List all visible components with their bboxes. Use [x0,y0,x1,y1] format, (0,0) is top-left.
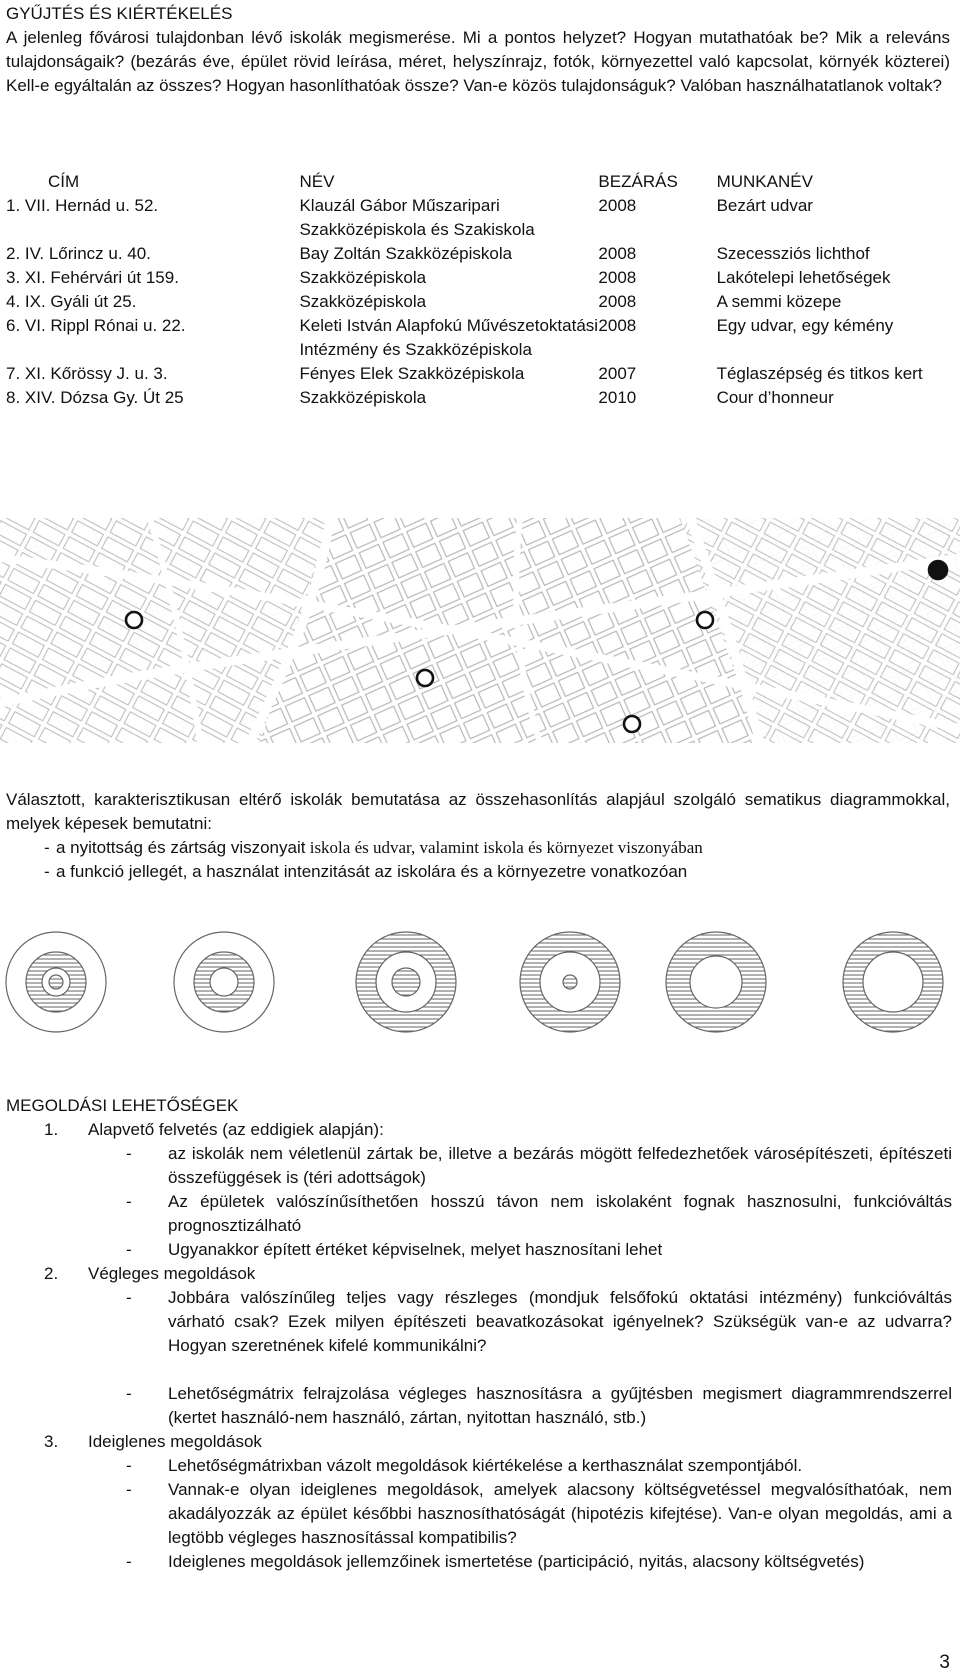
cell-name: Klauzál Gábor Műszaripari Szakközépiskola és Szakiskola [299,196,535,239]
item-text: Vannak-e olyan ideiglenes megoldások, amelyek alacsony költségvetéssel megvalósíthatóak, nem akadályozzák az épület későbbi hasznosíthatóságát (hipotézis kifejtése). Van-e olyan megoldás, ami a legtöbb végleges hasznosítással kompatibilis? [168,1480,952,1547]
cell-address: 1. VII. Hernád u. 52. [6,196,159,215]
cell-year: 2008 [598,268,637,287]
column-header-address: CÍM [48,172,80,191]
cell-workname: A semmi közepe [716,292,842,311]
item-text: Jobbára valószínűleg teljes vagy részleges (mondjuk felsőfokú oktatási intézmény) funkcióváltás várható csak? Ezek milyen építészeti beavatkozásokat igényelnek? Szükségük van-e az udvarra? Hogyan szeretnének kifelé kommunikálni? [168,1288,952,1355]
column-header-name: NÉV [299,172,335,191]
table-row [6,266,960,290]
analysis-paragraph: Választott, karakterisztikusan eltérő iskolák bemutatása az összehasonlítás alapjául szolgáló sematikus diagrammokkal, melyek képesek bemutatni: [6,790,950,833]
schools-table [6,170,960,410]
cell-year: 2008 [598,244,637,263]
cell-address: 8. XIV. Dózsa Gy. Út 25 [6,388,184,407]
cell-workname: Egy udvar, egy kémény [716,316,894,335]
section-number: 1. [44,1120,59,1139]
page-number: 3 [939,1652,950,1673]
cell-address: 3. XI. Fehérvári út 159. [6,268,179,287]
bullet-dash: - [126,1240,132,1259]
list-item [6,860,950,884]
bullet-text-serif: iskola és udvar, valamint iskola és környezet viszonyában [305,838,703,857]
list-item [126,1382,952,1430]
solutions-title: MEGOLDÁSI LEHETŐSÉGEK [6,1096,239,1115]
school-marker-filled[interactable] [929,561,947,579]
cell-year: 2008 [598,292,637,311]
table-row [6,194,960,242]
cell-workname: Lakótelepi lehetőségek [716,268,891,287]
schematic-diagrams [0,930,960,1050]
cell-year: 2010 [598,388,637,407]
table-row [6,386,960,410]
cell-workname: Téglaszépség és titkos kert [716,364,923,383]
item-text: Ideiglenes megoldások jellemzőinek ismertetése (participáció, nyitás, alacsony költségvetés) [168,1552,865,1571]
intro-paragraph: A jelenleg fővárosi tulajdonban lévő iskolák megismerése. Mi a pontos helyzet? Hogyan mutathatóak be? Mik a releváns tulajdonságaik? (bezárás éve, épület rövid leírása, méret, helyszínrajz, fotók, környezettel való kapcsolat, környék közterei) Kell-e egyáltalán az összes? Hogyan hasonlíthatóak össze? Van-e közös tulajdonságuk? Valóban használhatatlanok voltak? [6,28,950,95]
bullet-dash: - [126,1192,132,1211]
item-text: Lehetőségmátrixban vázolt megoldások kiértékelése a kerthasználat szempontjából. [168,1456,803,1475]
cell-year: 2007 [598,364,637,383]
table-row [6,290,960,314]
bullet-dash: - [126,1480,132,1499]
list-item [126,1238,952,1262]
section-heading: GYŰJTÉS ÉS KIÉRTÉKELÉS [6,4,233,23]
cell-name: Szakközépiskola [299,268,427,287]
bullet-text: a nyitottság és zártság viszonyait [56,838,306,857]
bullet-dash: - [44,838,50,857]
column-header-closure: BEZÁRÁS [598,172,678,191]
school-marker[interactable] [624,716,640,732]
list-item [126,1190,952,1238]
cell-name: Szakközépiskola [299,292,427,311]
list-item [126,1454,952,1478]
school-marker[interactable] [417,670,433,686]
section-label: Alapvető felvetés (az eddigiek alapján): [88,1120,384,1139]
cell-name: Keleti István Alapfokú Művészetoktatási Intézmény és Szakközépiskola [299,316,599,359]
cell-year: 2008 [598,196,637,215]
bullet-dash: - [126,1384,132,1403]
diagram-3 [356,932,456,1032]
section-label: Végleges megoldások [88,1264,256,1283]
cell-name: Szakközépiskola [299,388,427,407]
cell-address: 6. VI. Rippl Rónai u. 22. [6,316,186,335]
cell-workname: Szecessziós lichthof [716,244,870,263]
section-number: 2. [44,1264,59,1283]
bullet-dash: - [126,1552,132,1571]
diagram-4 [520,932,620,1032]
table-row [6,242,960,266]
column-header-workname: MUNKANÉV [716,172,813,191]
cell-workname: Bezárt udvar [716,196,813,215]
school-marker[interactable] [126,612,142,628]
diagram-1 [6,932,106,1032]
item-text: az iskolák nem véletlenül zártak be, illetve a bezárás mögött felfedezhetőek városépítészeti, építészeti összefüggések is (téri adottságok) [168,1144,952,1187]
bullet-dash: - [44,862,50,881]
city-map [0,518,960,743]
diagram-5 [666,932,766,1032]
list-item [6,836,950,860]
cell-workname: Cour d’honneur [716,388,834,407]
cell-address: 2. IV. Lőrincz u. 40. [6,244,151,263]
bullet-dash: - [126,1456,132,1475]
cell-address: 7. XI. Kőrössy J. u. 3. [6,364,168,383]
cell-year: 2008 [598,316,637,335]
analysis-bullets [6,836,950,884]
diagram-6 [843,932,943,1032]
bullet-dash: - [126,1288,132,1307]
list-item [126,1478,952,1550]
list-item [126,1286,952,1358]
list-item [126,1142,952,1190]
table-row [6,314,960,362]
cell-name: Fényes Elek Szakközépiskola [299,364,525,383]
list-item [126,1550,952,1574]
bullet-dash: - [126,1144,132,1163]
cell-name: Bay Zoltán Szakközépiskola [299,244,513,263]
item-text: Az épületek valószínűsíthetően hosszú távon nem iskolaként fognak hasznosulni, funkcióváltás prognosztizálható [168,1192,952,1235]
school-marker[interactable] [697,612,713,628]
section-label: Ideiglenes megoldások [88,1432,262,1451]
bullet-text: a funkció jellegét, a használat intenzitását az iskolára és a környezetre vonatkozóan [56,862,688,881]
table-header-row [6,170,960,194]
table-row [6,362,960,386]
item-text: Lehetőségmátrix felrajzolása végleges hasznosításra a gyűjtésben megismert diagrammrendszerrel (kertet használó-nem használó, zártan, nyitottan használó, stb.) [168,1384,952,1427]
cell-address: 4. IX. Gyáli út 25. [6,292,137,311]
item-text: Ugyanakkor épített értéket képviselnek, melyet hasznosítani lehet [168,1240,663,1259]
section-number: 3. [44,1432,59,1451]
diagram-2 [174,932,274,1032]
